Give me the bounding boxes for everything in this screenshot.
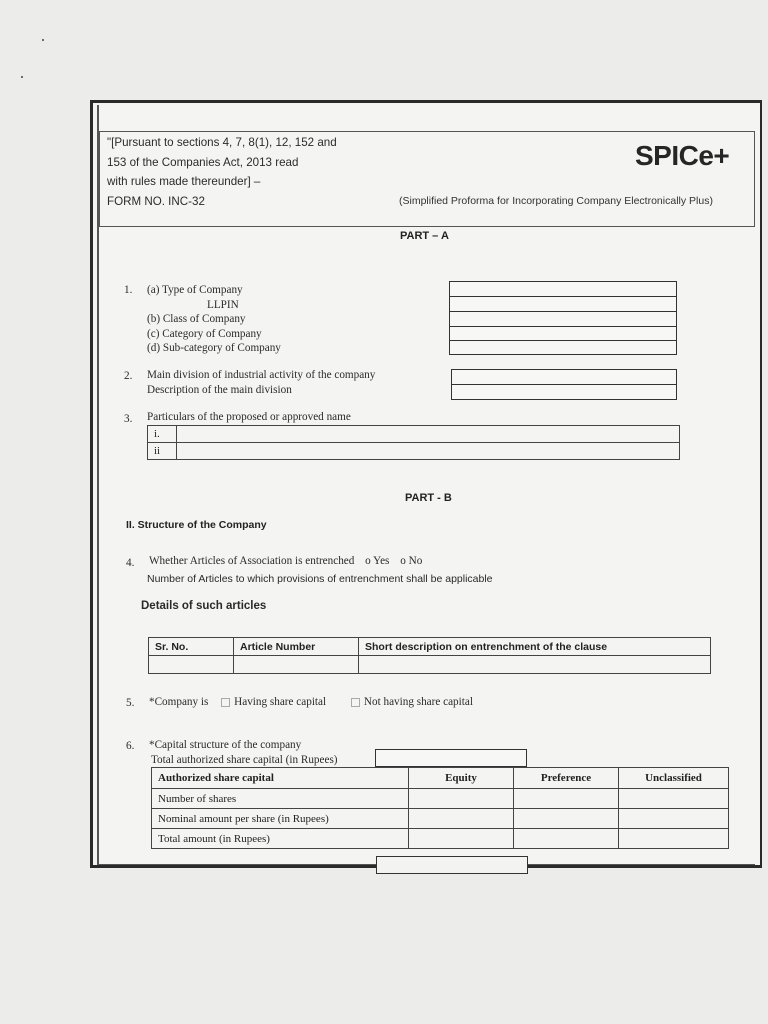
part-a-title: PART – A: [400, 230, 449, 242]
class-of-company-label: (b) Class of Company: [147, 313, 246, 325]
sub-category-label: (d) Sub-category of Company: [147, 342, 281, 354]
authorized-capital-field[interactable]: [375, 749, 527, 767]
industrial-activity-labels: [147, 368, 375, 397]
table-header-row: [149, 638, 711, 656]
type-of-company-field[interactable]: [449, 281, 677, 297]
category-of-company-label: (c) Category of Company: [147, 327, 262, 340]
table-row: [152, 829, 729, 849]
citation-line: 153 of the Companies Act, 2013 read: [107, 155, 299, 169]
having-share-capital-option[interactable]: [221, 696, 326, 708]
row-index: i.: [148, 426, 177, 443]
form-number: FORM NO. INC-32: [107, 194, 205, 208]
spice-plus-logo: SPICe+: [635, 140, 730, 171]
section-heading: II. Structure of the Company: [126, 519, 267, 531]
table-header-row: [152, 768, 729, 789]
proposed-name-field-1[interactable]: [177, 426, 680, 443]
item-number: 5.: [126, 697, 135, 709]
row-index: ii: [148, 443, 177, 460]
authorized-capital-label: Total authorized share capital (in Rupees): [151, 754, 338, 766]
item-number: 1.: [124, 284, 133, 296]
preference-shares-cell[interactable]: [514, 789, 619, 809]
equity-header: Equity: [409, 768, 514, 789]
table-row: [148, 443, 680, 460]
checkbox-icon: [221, 698, 230, 707]
equity-total-cell[interactable]: [409, 829, 514, 849]
capital-structure-label: *Capital structure of the company: [149, 739, 302, 751]
row-label: Number of shares: [152, 789, 409, 809]
capital-structure-table: [151, 767, 729, 849]
scan-speck: [21, 76, 23, 78]
part-b-title: PART - B: [405, 492, 452, 504]
article-number-cell[interactable]: [234, 656, 359, 674]
company-is-label: *Company is: [149, 696, 209, 708]
item-number: 6.: [126, 740, 135, 752]
proposed-names-table: [147, 425, 680, 460]
sr-no-cell[interactable]: [149, 656, 234, 674]
description-cell[interactable]: [359, 656, 711, 674]
details-heading: Details of such articles: [141, 600, 267, 612]
division-description-field[interactable]: [451, 384, 677, 400]
sr-no-header: Sr. No.: [149, 638, 234, 656]
preference-total-cell[interactable]: [514, 829, 619, 849]
unclassified-total-cell[interactable]: [619, 829, 729, 849]
preference-nominal-cell[interactable]: [514, 809, 619, 829]
citation-line: "[Pursuant to sections 4, 7, 8(1), 12, 152 and: [107, 136, 337, 149]
entrenchment-question-label: Whether Articles of Association is entrenched: [149, 555, 355, 567]
type-of-company-label: (a) Type of Company: [147, 284, 243, 296]
item-number: 2.: [124, 370, 133, 382]
item-number: 4.: [126, 557, 135, 569]
division-description-label: Description of the main division: [147, 383, 292, 396]
having-share-capital-label: Having share capital: [234, 696, 327, 708]
citation-line: with rules made thereunder] –: [107, 175, 261, 188]
item-number: 3.: [124, 413, 133, 425]
not-having-share-capital-option[interactable]: [351, 696, 473, 708]
llpin-field[interactable]: [449, 296, 677, 312]
sub-category-field[interactable]: [449, 340, 677, 355]
table-row: [152, 809, 729, 829]
article-number-header: Article Number: [234, 638, 359, 656]
llpin-label: LLPIN: [207, 298, 239, 311]
legal-citation: [107, 133, 387, 211]
row-label: Total amount (in Rupees): [152, 829, 409, 849]
preference-header: Preference: [514, 768, 619, 789]
main-division-label: Main division of industrial activity of the company: [147, 369, 376, 381]
equity-shares-cell[interactable]: [409, 789, 514, 809]
articles-table: [148, 637, 711, 674]
yes-radio[interactable]: o Yes: [365, 555, 390, 567]
unclassified-nominal-cell[interactable]: [619, 809, 729, 829]
table-row: [149, 656, 711, 674]
main-division-field[interactable]: [451, 369, 677, 385]
unclassified-shares-cell[interactable]: [619, 789, 729, 809]
not-having-share-capital-label: Not having share capital: [363, 696, 473, 708]
unclassified-header: Unclassified: [619, 768, 729, 789]
continuation-field[interactable]: [376, 856, 528, 874]
company-share-capital-row: [149, 696, 473, 708]
row-label: Nominal amount per share (in Rupees): [152, 809, 409, 829]
checkbox-icon: [351, 698, 360, 707]
equity-nominal-cell[interactable]: [409, 809, 514, 829]
entrenchment-count-label: Number of Articles to which provisions of entrenchment shall be applicable: [147, 573, 493, 585]
entrenchment-question: [149, 555, 422, 567]
class-of-company-field[interactable]: [449, 311, 677, 327]
proposed-name-label: Particulars of the proposed or approved name: [147, 411, 351, 423]
table-row: [148, 426, 680, 443]
logo-description: (Simplified Proforma for Incorporating Company Electronically Plus): [399, 195, 713, 207]
table-row: [152, 789, 729, 809]
description-header: Short description on entrenchment of the clause: [359, 638, 711, 656]
authorized-capital-header: Authorized share capital: [152, 768, 409, 789]
scan-speck: [42, 39, 44, 41]
proposed-name-field-2[interactable]: [177, 443, 680, 460]
no-radio[interactable]: o No: [400, 555, 423, 567]
company-type-labels: [147, 283, 281, 356]
